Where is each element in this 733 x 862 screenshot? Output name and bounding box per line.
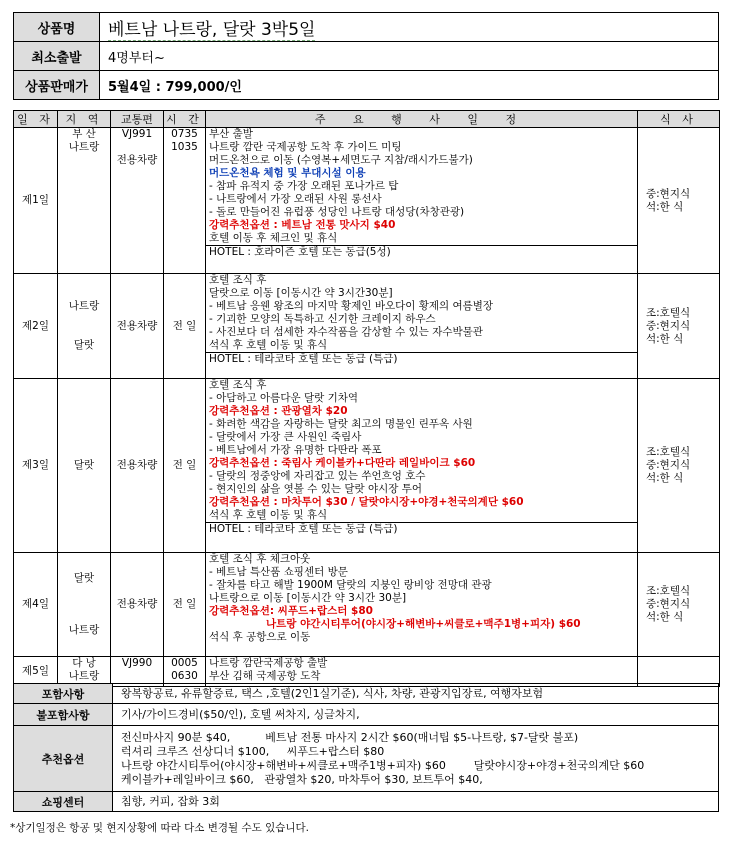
schedule-line: 석식 후 호텔 이동 및 휴식 — [209, 509, 328, 521]
region-line — [58, 326, 110, 339]
schedule-line: 호텔 조식 후 — [209, 379, 267, 391]
meal-cell — [638, 553, 720, 657]
transport-line: 전용차량 — [116, 319, 158, 332]
transport-line: VJ991 — [121, 128, 153, 140]
excluded-value: 기사/가이드경비($50/인), 호텔 써차지, 싱글차지, — [113, 704, 719, 726]
schedule-line: - 달랏에서 가장 큰 사원인 죽림사 — [209, 431, 362, 443]
meal-line: 중:현지식 — [646, 187, 691, 200]
schedule-line: 강력추천옵션 : 죽림사 케이블카+다딴라 레일바이크 $60 — [209, 457, 476, 469]
day-row — [14, 128, 720, 274]
col-transport: 교통편 — [111, 111, 164, 128]
time-line: 0630 — [171, 670, 198, 682]
time-cell — [164, 379, 206, 553]
meal-cell — [638, 657, 720, 687]
hotel-line: HOTEL : 테라코타 호텔 또는 동급 (특급) — [206, 522, 637, 536]
transport-cell — [111, 657, 164, 687]
schedule-line: 머드온천으로 이동 (수영복+세면도구 지참/래시가드불가) — [209, 154, 473, 166]
meal-line: 조:호텔식 — [646, 446, 691, 458]
time-line: 전 일 — [172, 319, 197, 332]
region-line: 나트랑 — [68, 141, 100, 153]
schedule-line: 호텔 이동 후 체크인 및 휴식 — [209, 232, 338, 244]
schedule-line: - 아담하고 아름다운 달랏 기차역 — [209, 392, 358, 404]
schedule-line: 나트랑 깜란 국제공항 도착 후 가이드 미팅 — [209, 141, 402, 153]
time-line: 0005 — [171, 657, 198, 669]
meal-line: 석:한 식 — [646, 611, 684, 623]
product-name: 베트남 나트랑, 달랏 3박5일 — [108, 19, 316, 40]
schedule-line: 나트랑 깜란국제공항 출발 — [209, 657, 328, 669]
schedule-line: 달랏으로 이동 [이동시간 약 3시간30분] — [209, 287, 393, 299]
product-name-cell — [100, 13, 719, 42]
region-line: 달랏 — [73, 572, 95, 584]
schedule-line: 강력추천옵션 : 베트남 전통 맛사지 $40 — [209, 219, 396, 231]
schedule-line: - 베트남에서 가장 유명한 다딴라 폭포 — [209, 444, 382, 456]
transport-line: 전용차량 — [116, 459, 158, 471]
time-line: 1035 — [171, 141, 198, 153]
option-line: 럭셔리 크루즈 선상디너 $100, 씨푸드+랍스터 $80 — [121, 744, 385, 758]
time-line: 전 일 — [172, 598, 197, 610]
region-line: 달랏 — [73, 339, 95, 351]
schedule-line: 강력추천옵션 : 마차투어 $30 / 달랏야시장+야경+천국의계단 $60 — [209, 496, 524, 508]
day-cell: 제5일 — [14, 657, 58, 687]
region-line: 부 산 — [72, 128, 96, 140]
options-label: 추천옵션 — [14, 726, 113, 792]
included-label: 포함사항 — [14, 684, 113, 704]
day-cell: 제4일 — [14, 553, 58, 657]
transport-line: VJ990 — [121, 657, 153, 669]
schedule-line: 강력추천옵션 : 관광열차 $20 — [209, 405, 348, 417]
schedule-line: 부산 출발 — [209, 128, 253, 140]
schedule-line: 머드온천욕 체험 및 부대시설 이용 — [209, 167, 366, 179]
schedule-line: 호텔 조식 후 — [209, 274, 267, 286]
region-line: 나트랑 — [68, 624, 100, 636]
schedule-header-row — [14, 111, 720, 128]
meal-line: 중:현지식 — [646, 319, 691, 332]
schedule-line: - 잘차를 타고 해발 1900M 달랏의 지붕인 랑비앙 전망대 관광 — [209, 579, 492, 591]
schedule-line: - 사진보다 더 섬세한 자수작품을 감상할 수 있는 자수박물관 — [209, 326, 483, 338]
schedule-cell — [206, 657, 638, 687]
product-header-table — [13, 12, 719, 100]
transport-line — [111, 141, 163, 154]
excluded-label: 불포함사항 — [14, 704, 113, 726]
region-line: 나트랑 — [68, 300, 100, 312]
option-line: 케이블카+레일바이크 $60, 관광열차 $20, 마차투어 $30, 보트투어 $40, — [121, 772, 483, 786]
region-cell — [58, 379, 111, 553]
time-cell — [164, 553, 206, 657]
meal-cell — [638, 128, 720, 274]
schedule-line: - 돌로 만들어진 유럽풍 성당인 나트랑 대성당(차창관광) — [209, 206, 465, 218]
meal-line: 석:한 식 — [646, 200, 684, 213]
schedule-line: - 베트남 응웬 왕조의 마지막 황제인 바오다이 황제의 여름별장 — [209, 300, 494, 312]
time-cell — [164, 274, 206, 379]
region-cell — [58, 657, 111, 687]
day-cell: 제1일 — [14, 128, 58, 274]
schedule-line: 나트랑으로 이동 [이동시간 약 3시간 30분] — [209, 592, 407, 604]
col-day: 일 자 — [14, 111, 58, 128]
meal-line: 석:한 식 — [646, 472, 684, 484]
time-line: 0735 — [171, 128, 198, 140]
schedule-line: 나트랑 야간시티투어(야시장+해변바+씨클로+맥주1병+피자) $60 — [266, 618, 581, 630]
schedule-table — [13, 110, 720, 687]
region-line: 다 낭 — [72, 657, 96, 669]
transport-cell — [111, 128, 164, 274]
transport-cell — [111, 274, 164, 379]
day-row — [14, 379, 720, 553]
time-cell — [164, 128, 206, 274]
schedule-cell — [206, 274, 638, 379]
min-departure-value: 4명부터~ — [100, 42, 719, 71]
schedule-line: 석식 후 공항으로 이동 — [209, 631, 311, 643]
product-name-label: 상품명 — [14, 13, 100, 42]
price-value: 5월4일 : 799,000/인 — [100, 71, 719, 100]
schedule-line: - 화려한 색감을 자랑하는 달랏 최고의 명물인 린푸옥 사원 — [209, 418, 473, 430]
day-row — [14, 553, 720, 657]
region-line — [58, 585, 110, 598]
day-cell: 제2일 — [14, 274, 58, 379]
included-value: 왕복항공료, 유류할증료, 택스 ,호텔(2인1실기준), 식사, 차량, 관광지입장료, 여행자보험 — [113, 684, 719, 704]
region-cell — [58, 274, 111, 379]
schedule-cell — [206, 553, 638, 657]
region-line: 달랏 — [73, 459, 95, 471]
meal-line: 조:호텔식 — [646, 306, 691, 319]
region-line — [58, 611, 110, 624]
col-time: 시 간 — [164, 111, 206, 128]
price-label: 상품판매가 — [14, 71, 100, 100]
schedule-cell — [206, 128, 638, 274]
transport-cell — [111, 379, 164, 553]
meal-cell — [638, 379, 720, 553]
region-cell — [58, 128, 111, 274]
info-table — [13, 683, 719, 812]
schedule-line: - 참파 유적지 중 가장 오래된 포나가르 탑 — [209, 180, 399, 192]
schedule-line: - 현지인의 삶을 엿볼 수 있는 달랏 야시장 투어 — [209, 483, 423, 495]
col-meal: 식 사 — [638, 111, 720, 128]
option-line: 전신마사지 90분 $40, 베트남 전통 마사지 2시간 $60(매너팁 $5-나트랑, $7-달랏 불포) — [121, 730, 579, 744]
col-schedule: 주 요 행 사 일 정 — [206, 111, 638, 128]
schedule-line: - 나트랑에서 가장 오래된 사원 롱선사 — [209, 193, 382, 205]
time-line: 전 일 — [172, 459, 197, 471]
region-line — [58, 313, 110, 326]
meal-line: 조:호텔식 — [646, 585, 691, 597]
day-row — [14, 657, 720, 687]
schedule-line: - 기괴한 모양의 독특하고 신기한 크레이지 하우스 — [209, 313, 436, 325]
schedule-line: - 베트남 특산품 쇼핑센터 방문 — [209, 566, 348, 578]
schedule-line: 석식 후 호텔 이동 및 휴식 — [209, 339, 328, 351]
schedule-line: 호텔 조식 후 체크아웃 — [209, 553, 311, 565]
region-line — [58, 598, 110, 611]
shopping-label: 쇼핑센터 — [14, 792, 113, 812]
transport-line: 전용차량 — [116, 154, 158, 166]
time-cell — [164, 657, 206, 687]
disclaimer-note: *상기일정은 항공 및 현지상황에 따라 다소 변경될 수도 있습니다. — [10, 822, 310, 834]
region-cell — [58, 553, 111, 657]
transport-line: 전용차량 — [116, 598, 158, 610]
min-departure-label: 최소출발 — [14, 42, 100, 71]
region-line: 나트랑 — [68, 670, 100, 682]
meal-line: 석:한 식 — [646, 332, 684, 345]
hotel-line: HOTEL : 호라이즌 호텔 또는 동급(5성) — [206, 245, 637, 259]
day-cell: 제3일 — [14, 379, 58, 553]
shopping-value: 침향, 커피, 잡화 3회 — [113, 792, 719, 812]
meal-line: 중:현지식 — [646, 598, 691, 610]
day-row — [14, 274, 720, 379]
transport-cell — [111, 553, 164, 657]
hotel-line: HOTEL : 테라코타 호텔 또는 동급 (특급) — [206, 352, 637, 366]
schedule-cell — [206, 379, 638, 553]
meal-cell — [638, 274, 720, 379]
option-line: 나트랑 야간시티투어(야시장+해변바+씨클로+맥주1병+피자) $60 달랏야시장+야경+천국의계단 $60 — [121, 758, 645, 772]
col-region: 지 역 — [58, 111, 111, 128]
meal-line: 중:현지식 — [646, 459, 691, 471]
schedule-line: 부산 김해 국제공항 도착 — [209, 670, 321, 682]
schedule-line: - 달랏의 정중앙에 자리잡고 있는 쑤언흐엉 호수 — [209, 470, 426, 482]
options-value — [113, 726, 719, 792]
schedule-line: 강력추천옵션: 씨푸드+랍스터 $80 — [209, 605, 373, 617]
